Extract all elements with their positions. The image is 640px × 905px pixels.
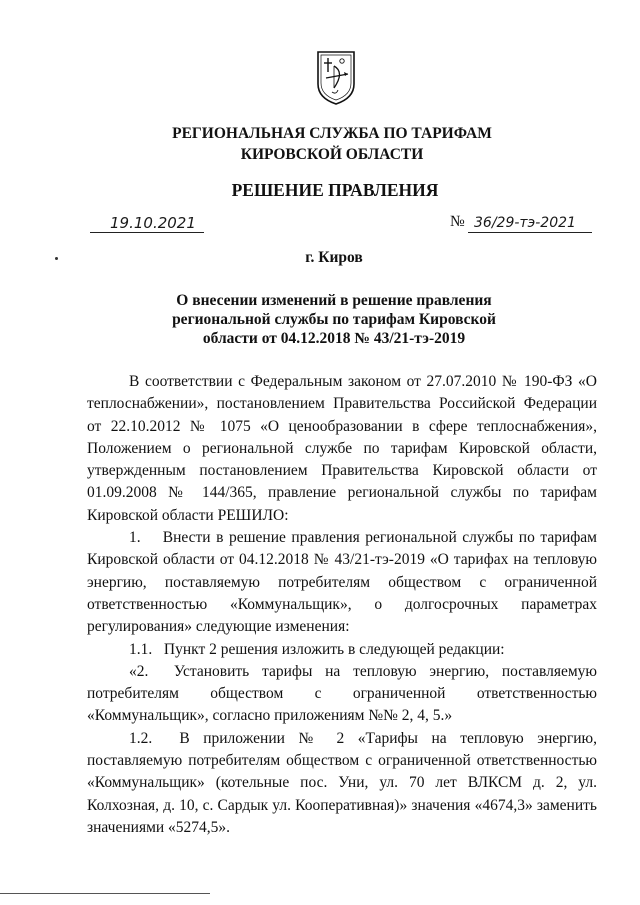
body-paragraph-item-1-1: 1.1. Пункт 2 решения изложить в следующей редакции: [129, 640, 505, 658]
subject-line1: О внесении изменений в решение правления [176, 292, 492, 309]
page-footer-rule [0, 893, 210, 894]
document-subject [0, 291, 640, 348]
document-date: 19.10.2021 [90, 214, 204, 233]
body-paragraph-preamble: В соответствии с Федеральным законом от 27.07.2010 № 190-ФЗ «О теплоснабжении», постановлением Правительства Российской Федерации от 22.10.2012 № 1075 «О ценообразовании в сфере теплоснабжения», Положением о региональной службе по тарифам Кировской области, утвержденным постановлением Правительства Кировской области от 01.09.2008 № 144/365, правление региональной службы по тарифам Кировской области РЕШИЛО: [87, 373, 597, 524]
number-sign: № [450, 213, 465, 230]
body-paragraph-quoted-item-2: «2. Установить тарифы на тепловую энергию, поставляемую потребителям обществом с ограниченной ответственностью «Коммунальщик», согласно приложениям №№ 2, 4, 5.» [87, 662, 597, 725]
body-paragraph-item-1: 1. Внести в решение правления региональной службы по тарифам Кировской области от 04.12.2018 № 43/21-тэ-2019 «О тарифах на тепловую энергию, поставляемую потребителям обществом с ограниченной ответственностью «Коммунальщик», о долгосрочных параметрах регулирования» следующие изменения: [87, 529, 597, 636]
city-name: г. Киров [305, 249, 363, 266]
organization-name-line2: КИРОВСКОЙ ОБЛАСТИ [240, 146, 424, 163]
organization-name-line1: РЕГИОНАЛЬНАЯ СЛУЖБА ПО ТАРИФАМ [172, 125, 492, 142]
document-body [87, 371, 597, 839]
subject-line3: области от 04.12.2018 № 43/21-тэ-2019 [202, 330, 466, 347]
subject-line2: региональной службы по тарифам Кировской [172, 311, 496, 328]
coat-of-arms-icon [314, 48, 358, 106]
body-paragraph-item-1-2: 1.2. В приложении № 2 «Тарифы на тепловую энергию, поставляемую потребителям обществом с ограниченной ответственностью «Коммунальщик» (котельные пос. Уни, ул. 70 лет ВЛКСМ д. 2, ул. Колхозная, д. 10, с. Сардык ул. Кооперативная)» значения «4674,3» заменить значениями «5274,5». [87, 729, 597, 836]
document-type-title: РЕШЕНИЕ ПРАВЛЕНИЯ [231, 180, 439, 200]
document-number: 36/29-тэ-2021 [468, 214, 592, 233]
